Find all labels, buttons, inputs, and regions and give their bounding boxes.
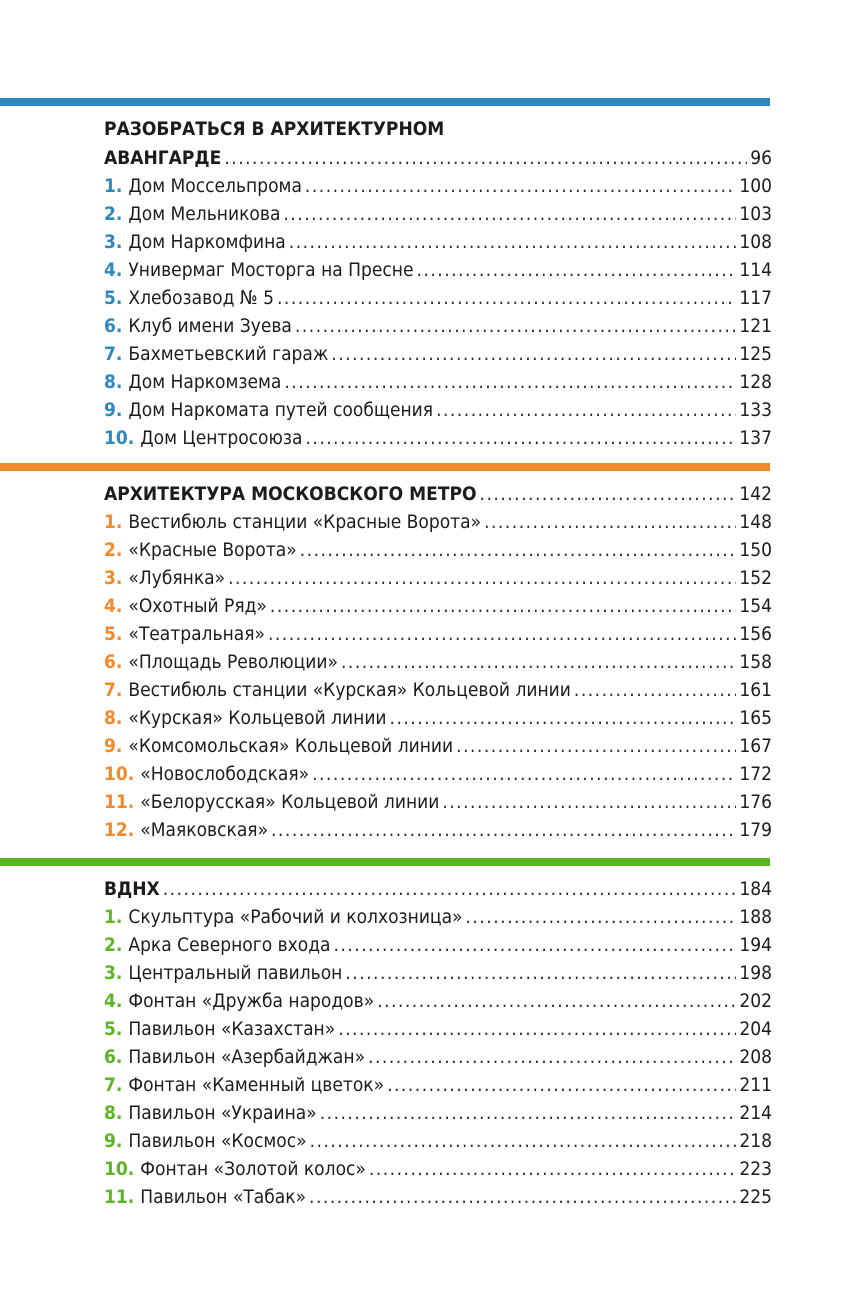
toc-entry[interactable] xyxy=(104,1071,772,1099)
dot-leader xyxy=(312,760,736,788)
entry-title: Павильон «Украина» xyxy=(128,1102,317,1124)
dot-leader xyxy=(331,340,736,368)
section-heading-line1: РАЗОБРАТЬСЯ В АРХИТЕКТУРНОМ xyxy=(104,118,445,140)
entry-title: Центральный павильон xyxy=(128,962,343,984)
dot-leader xyxy=(284,368,736,396)
section-page-number: 96 xyxy=(750,147,772,169)
section-heading: АРХИТЕКТУРА МОСКОВСКОГО МЕТРО xyxy=(104,483,477,505)
entry-title: Дом Центросоюза xyxy=(140,427,303,449)
section-heading-entry[interactable] xyxy=(104,875,772,903)
dot-leader xyxy=(377,987,736,1015)
entry-title: «Охотный Ряд» xyxy=(128,595,267,617)
entry-number: 9. xyxy=(104,1130,123,1152)
section-page-number: 142 xyxy=(739,483,772,505)
dot-leader xyxy=(466,903,737,931)
entry-title: Павильон «Табак» xyxy=(140,1186,307,1208)
entry-number: 5. xyxy=(104,287,123,309)
entry-number: 1. xyxy=(104,511,123,533)
entry-title: Скульптура «Рабочий и колхозница» xyxy=(128,906,463,928)
entry-number: 11. xyxy=(104,791,135,813)
entry-page-number: 156 xyxy=(739,623,772,645)
section-heading-entry[interactable] xyxy=(104,480,772,508)
toc-section-avantgarde xyxy=(104,114,772,452)
entry-title: Дом Мельникова xyxy=(128,203,281,225)
toc-entry[interactable] xyxy=(104,172,772,200)
entry-page-number: 161 xyxy=(739,679,772,701)
dot-leader xyxy=(338,1015,736,1043)
entry-title: Универмаг Мосторга на Пресне xyxy=(128,259,414,281)
entry-number: 10. xyxy=(104,427,135,449)
toc-entry[interactable] xyxy=(104,508,772,536)
entry-title: Фонтан «Дружба народов» xyxy=(128,990,375,1012)
toc-entry[interactable] xyxy=(104,1043,772,1071)
entry-number: 2. xyxy=(104,539,123,561)
dot-leader xyxy=(369,1155,736,1183)
entry-page-number: 211 xyxy=(739,1074,772,1096)
dot-leader xyxy=(271,816,736,844)
dot-leader xyxy=(320,1099,737,1127)
entry-number: 4. xyxy=(104,990,123,1012)
entry-page-number: 204 xyxy=(739,1018,772,1040)
entry-number: 7. xyxy=(104,679,123,701)
entry-title: «Площадь Революции» xyxy=(128,651,338,673)
toc-entry[interactable] xyxy=(104,592,772,620)
dot-leader xyxy=(270,592,736,620)
toc-entry[interactable] xyxy=(104,564,772,592)
dot-leader xyxy=(390,704,737,732)
entry-page-number: 154 xyxy=(739,595,772,617)
entry-number: 5. xyxy=(104,1018,123,1040)
dot-leader xyxy=(309,1183,736,1211)
toc-entry[interactable] xyxy=(104,256,772,284)
entry-number: 8. xyxy=(104,1102,123,1124)
entry-number: 5. xyxy=(104,623,123,645)
dot-leader xyxy=(480,480,737,508)
entry-number: 9. xyxy=(104,399,123,421)
entry-title: Павильон «Космос» xyxy=(128,1130,307,1152)
entry-page-number: 202 xyxy=(739,990,772,1012)
entry-number: 1. xyxy=(104,906,123,928)
toc-entry[interactable] xyxy=(104,536,772,564)
entry-page-number: 103 xyxy=(739,203,772,225)
entry-page-number: 128 xyxy=(739,371,772,393)
dot-leader xyxy=(268,620,736,648)
entry-page-number: 198 xyxy=(739,962,772,984)
entry-page-number: 214 xyxy=(739,1102,772,1124)
toc-section-metro xyxy=(104,480,772,844)
dot-leader xyxy=(305,172,736,200)
entry-number: 3. xyxy=(104,567,123,589)
toc-entry[interactable] xyxy=(104,931,772,959)
entry-title: Клуб имени Зуева xyxy=(128,315,292,337)
entry-number: 3. xyxy=(104,231,123,253)
section-divider-green xyxy=(0,858,770,866)
dot-leader xyxy=(368,1043,736,1071)
entry-page-number: 150 xyxy=(739,539,772,561)
entry-number: 7. xyxy=(104,1074,123,1096)
toc-entry[interactable] xyxy=(104,424,772,452)
dot-leader xyxy=(484,508,736,536)
section-heading: ВДНХ xyxy=(104,878,160,900)
toc-entry[interactable] xyxy=(104,959,772,987)
entry-title: «Красные Ворота» xyxy=(128,539,297,561)
section-page-number: 184 xyxy=(739,878,772,900)
entry-page-number: 208 xyxy=(739,1046,772,1068)
toc-entry[interactable] xyxy=(104,760,772,788)
entry-title: Павильон «Азербайджан» xyxy=(128,1046,366,1068)
toc-entry[interactable] xyxy=(104,284,772,312)
entry-page-number: 218 xyxy=(739,1130,772,1152)
dot-leader xyxy=(295,312,736,340)
dot-leader xyxy=(456,732,736,760)
toc-entry[interactable] xyxy=(104,1015,772,1043)
toc-entry[interactable] xyxy=(104,228,772,256)
dot-leader xyxy=(305,424,736,452)
entry-page-number: 188 xyxy=(739,906,772,928)
dot-leader xyxy=(277,284,736,312)
entry-title: «Театральная» xyxy=(128,623,265,645)
section-divider-orange xyxy=(0,463,770,471)
entry-number: 8. xyxy=(104,707,123,729)
entry-page-number: 152 xyxy=(739,567,772,589)
entry-title: Павильон «Казахстан» xyxy=(128,1018,336,1040)
entry-page-number: 176 xyxy=(739,791,772,813)
entry-number: 8. xyxy=(104,371,123,393)
toc-entry[interactable] xyxy=(104,648,772,676)
entry-page-number: 108 xyxy=(739,231,772,253)
toc-entry[interactable] xyxy=(104,200,772,228)
entry-title: «Лубянка» xyxy=(128,567,226,589)
entry-page-number: 225 xyxy=(739,1186,772,1208)
entry-page-number: 117 xyxy=(739,287,772,309)
entry-page-number: 194 xyxy=(739,934,772,956)
toc-entry[interactable] xyxy=(104,396,772,424)
entry-page-number: 137 xyxy=(739,427,772,449)
entry-title: Фонтан «Золотой колос» xyxy=(140,1158,366,1180)
entry-number: 6. xyxy=(104,315,123,337)
dot-leader xyxy=(310,1127,737,1155)
entry-number: 11. xyxy=(104,1186,135,1208)
entry-page-number: 223 xyxy=(739,1158,772,1180)
entry-number: 4. xyxy=(104,259,123,281)
toc-entry[interactable] xyxy=(104,676,772,704)
entry-number: 3. xyxy=(104,962,123,984)
entry-number: 9. xyxy=(104,735,123,757)
toc-items xyxy=(104,903,772,1211)
entry-title: Фонтан «Каменный цветок» xyxy=(128,1074,385,1096)
entry-number: 2. xyxy=(104,934,123,956)
entry-page-number: 172 xyxy=(739,763,772,785)
entry-page-number: 165 xyxy=(739,707,772,729)
entry-number: 12. xyxy=(104,819,135,841)
toc-items xyxy=(104,508,772,844)
toc-entry[interactable] xyxy=(104,1155,772,1183)
toc-entry[interactable] xyxy=(104,903,772,931)
section-heading-line xyxy=(104,114,772,144)
entry-page-number: 179 xyxy=(739,819,772,841)
toc-entry[interactable] xyxy=(104,620,772,648)
entry-title: Арка Северного входа xyxy=(128,934,331,956)
toc-section-vdnh xyxy=(104,875,772,1211)
dot-leader xyxy=(300,536,737,564)
entry-title: Вестибюль станции «Курская» Кольцевой линии xyxy=(128,679,571,701)
entry-title: «Маяковская» xyxy=(140,819,269,841)
entry-number: 2. xyxy=(104,203,123,225)
dot-leader xyxy=(387,1071,736,1099)
entry-title: Вестибюль станции «Красные Ворота» xyxy=(128,511,482,533)
dot-leader xyxy=(574,676,736,704)
dot-leader xyxy=(345,959,736,987)
entry-page-number: 158 xyxy=(739,651,772,673)
toc-entry[interactable] xyxy=(104,1099,772,1127)
entry-title: Дом Наркомата путей сообщения xyxy=(128,399,434,421)
entry-number: 10. xyxy=(104,763,135,785)
entry-number: 6. xyxy=(104,1046,123,1068)
entry-page-number: 148 xyxy=(739,511,772,533)
entry-number: 1. xyxy=(104,175,123,197)
section-heading-line2: АВАНГАРДЕ xyxy=(104,147,222,169)
toc-entry[interactable] xyxy=(104,704,772,732)
entry-title: «Белорусская» Кольцевой линии xyxy=(140,791,440,813)
entry-title: Дом Наркомфина xyxy=(128,231,286,253)
section-heading-entry[interactable] xyxy=(104,144,772,172)
toc-entry[interactable] xyxy=(104,368,772,396)
dot-leader xyxy=(416,256,736,284)
entry-number: 6. xyxy=(104,651,123,673)
toc-entry[interactable] xyxy=(104,312,772,340)
entry-title: «Комсомольская» Кольцевой линии xyxy=(128,735,454,757)
toc-entry[interactable] xyxy=(104,816,772,844)
entry-title: Дом Наркомзема xyxy=(128,371,282,393)
dot-leader xyxy=(228,564,736,592)
toc-entry[interactable] xyxy=(104,1127,772,1155)
toc-entry[interactable] xyxy=(104,788,772,816)
toc-items xyxy=(104,172,772,452)
section-divider-blue xyxy=(0,98,770,106)
dot-leader xyxy=(283,200,736,228)
toc-entry[interactable] xyxy=(104,732,772,760)
entry-number: 7. xyxy=(104,343,123,365)
toc-entry[interactable] xyxy=(104,340,772,368)
entry-title: Хлебозавод № 5 xyxy=(128,287,274,309)
toc-entry[interactable] xyxy=(104,987,772,1015)
entry-page-number: 133 xyxy=(739,399,772,421)
dot-leader xyxy=(163,875,737,903)
entry-page-number: 167 xyxy=(739,735,772,757)
dot-leader xyxy=(442,788,736,816)
entry-page-number: 100 xyxy=(739,175,772,197)
entry-page-number: 114 xyxy=(739,259,772,281)
dot-leader xyxy=(334,931,737,959)
dot-leader xyxy=(341,648,736,676)
entry-title: Дом Моссельпрома xyxy=(128,175,302,197)
entry-page-number: 121 xyxy=(739,315,772,337)
entry-title: Бахметьевский гараж xyxy=(128,343,329,365)
entry-number: 4. xyxy=(104,595,123,617)
dot-leader xyxy=(224,144,747,172)
dot-leader xyxy=(289,228,737,256)
entry-title: «Новослободская» xyxy=(140,763,310,785)
entry-page-number: 125 xyxy=(739,343,772,365)
dot-leader xyxy=(436,396,736,424)
entry-title: «Курская» Кольцевой линии xyxy=(128,707,387,729)
toc-entry[interactable] xyxy=(104,1183,772,1211)
entry-number: 10. xyxy=(104,1158,135,1180)
